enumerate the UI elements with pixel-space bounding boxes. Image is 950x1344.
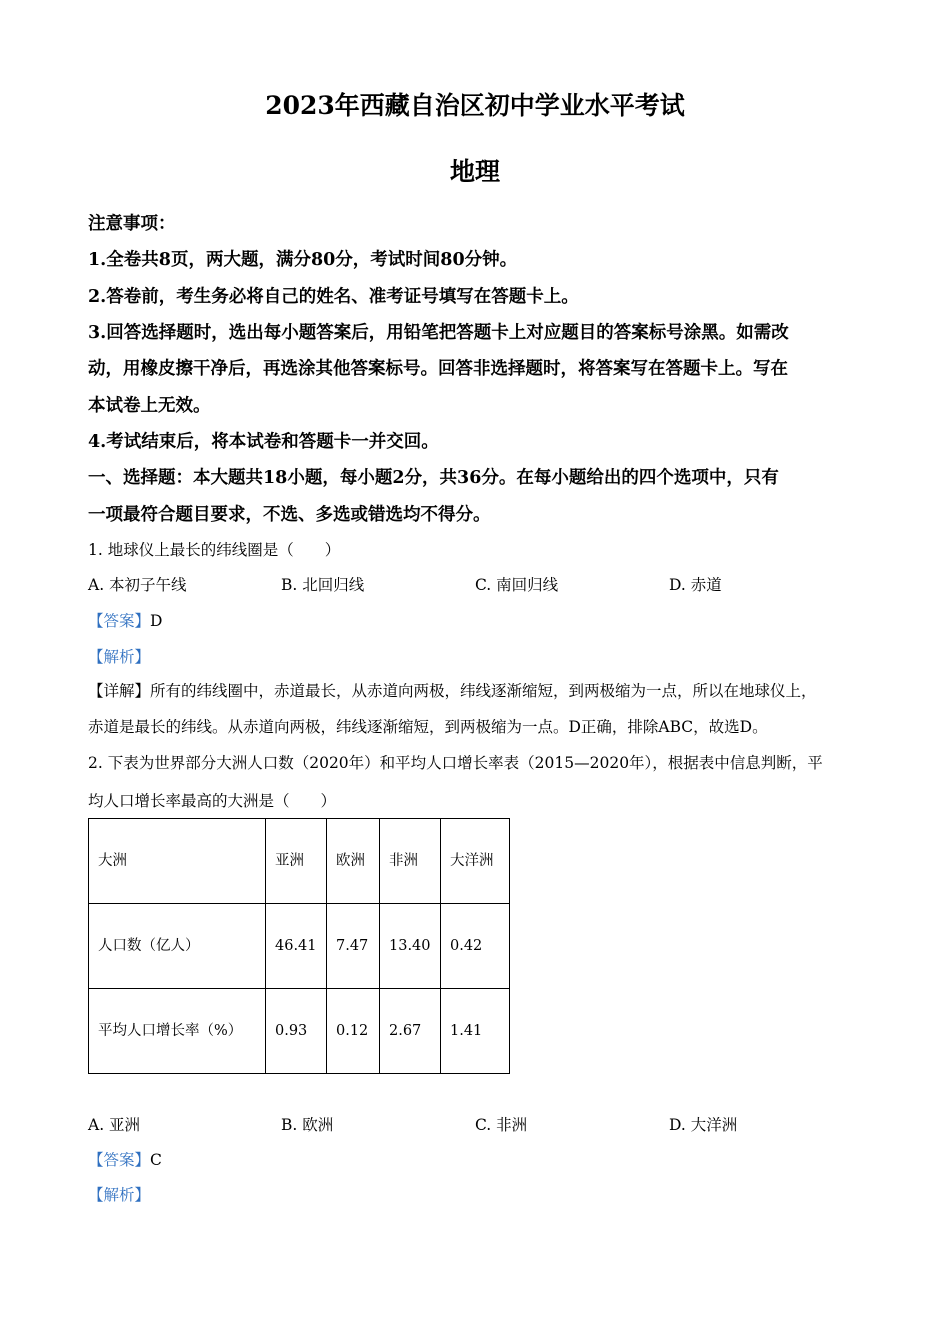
exam-title: 2023年西藏自治区初中学业水平考试 (265, 91, 685, 120)
table-row (89, 904, 510, 989)
table-cell: 46.41 (266, 904, 327, 989)
q1-analysis: 【解析】 (88, 648, 151, 666)
detail-tag: 【详解】 (88, 682, 151, 700)
table-row (89, 819, 510, 904)
table-cell: 大洋洲 (441, 819, 510, 904)
table-cell: 非洲 (380, 819, 441, 904)
q1-option-a: A. 本初子午线 (88, 576, 187, 594)
table-cell: 2.67 (380, 989, 441, 1074)
section-instruction: 一项最符合题目要求，不选、多选或错选均不得分。 (88, 505, 491, 525)
q1-answer (88, 609, 162, 631)
table-cell: 7.47 (327, 904, 380, 989)
note-line: 本试卷上无效。 (88, 396, 211, 416)
q1-detail-cont: 赤道是最长的纬线。从赤道向两极，纬线逐渐缩短，到两极缩为一点。D正确，排除ABC，故选D。 (88, 718, 768, 736)
q1-detail (88, 679, 817, 701)
q2-analysis: 【解析】 (88, 1186, 151, 1204)
note-line: 2.答卷前，考生务必将自己的姓名、准考证号填写在答题卡上。 (88, 287, 579, 307)
note-line: 3.回答选择题时，选出每小题答案后，用铅笔把答题卡上对应题目的答案标号涂黑。如需改 (88, 323, 789, 343)
q2-answer (88, 1148, 162, 1170)
note-line: 动，用橡皮擦干净后，再选涂其他答案标号。回答非选择题时，将答案写在答题卡上。写在 (88, 359, 788, 379)
answer-tag: 【答案】 (88, 1151, 151, 1169)
q1-stem: 1. 地球仪上最长的纬线圈是（ ） (88, 541, 341, 559)
table-cell: 亚洲 (266, 819, 327, 904)
q2-option-c: C. 非洲 (475, 1116, 528, 1134)
note-line: 4.考试结束后，将本试卷和答题卡一并交回。 (88, 432, 439, 452)
q1-option-b: B. 北回归线 (281, 576, 365, 594)
table-cell: 0.93 (266, 989, 327, 1074)
q2-option-b: B. 欧洲 (281, 1116, 334, 1134)
detail-text: 所有的纬线圈中，赤道最长，从赤道向两极，纬线逐渐缩短，到两极缩为一点，所以在地球仪上， (150, 682, 817, 700)
population-table (88, 818, 510, 1074)
q1-option-d: D. 赤道 (669, 576, 722, 594)
section-instruction: 一、选择题：本大题共18小题，每小题2分，共36分。在每小题给出的四个选项中，只有 (88, 468, 779, 488)
table-cell: 1.41 (441, 989, 510, 1074)
q1-option-c: C. 南回归线 (475, 576, 559, 594)
answer-value: D (150, 612, 163, 630)
table-row (89, 989, 510, 1074)
subject-title: 地理 (449, 157, 500, 186)
q2-stem: 2. 下表为世界部分大洲人口数（2020年）和平均人口增长率表（2015—2020年），根据表中信息判断，平 (88, 754, 823, 772)
table-cell: 欧洲 (327, 819, 380, 904)
table-cell: 人口数（亿人） (89, 904, 266, 989)
q2-option-a: A. 亚洲 (88, 1116, 141, 1134)
notes-heading: 注意事项： (88, 214, 176, 234)
table-cell: 0.12 (327, 989, 380, 1074)
q2-option-d: D. 大洋洲 (669, 1116, 738, 1134)
answer-value: C (150, 1151, 162, 1169)
table-cell: 大洲 (89, 819, 266, 904)
q2-stem-cont: 均人口增长率最高的大洲是（ ） (88, 792, 337, 810)
note-line: 1.全卷共8页，两大题，满分80分，考试时间80分钟。 (88, 250, 518, 270)
answer-tag: 【答案】 (88, 612, 151, 630)
table-cell: 13.40 (380, 904, 441, 989)
table-cell: 平均人口增长率（%） (89, 989, 266, 1074)
table-cell: 0.42 (441, 904, 510, 989)
